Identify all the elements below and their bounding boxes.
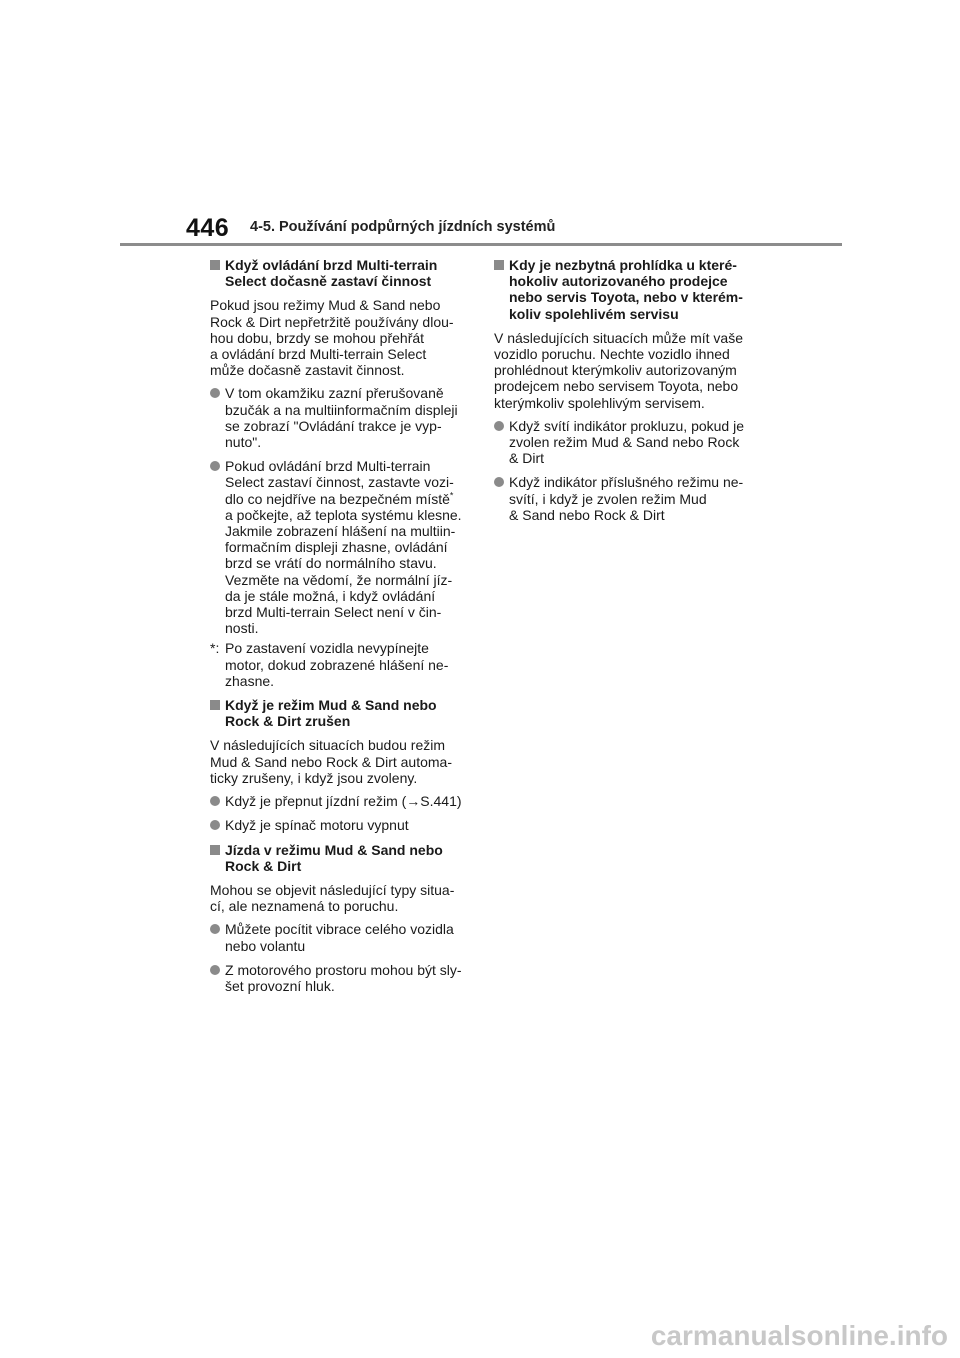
heading-line: koliv spolehlivém servisu	[509, 305, 679, 322]
footnote-mark: *:	[210, 640, 220, 657]
text-line: nebo volantu	[225, 937, 306, 954]
text-line: Pokud ovládání brzd Multi-terrain	[225, 458, 431, 475]
text-line: brzd Multi-terrain Select není v čin-	[225, 604, 442, 621]
circle-bullet-icon	[210, 965, 220, 975]
text-line: ticky zrušeny, i když jsou zvoleny.	[210, 769, 418, 786]
text-line: zhasne.	[225, 672, 275, 689]
bullet-item	[494, 474, 756, 523]
text-line: nuto".	[225, 434, 262, 451]
bullet-item	[210, 385, 472, 450]
paragraph	[210, 737, 472, 786]
text-line: Jakmile zobrazení hlášení na multiin-	[225, 523, 456, 540]
text-line: formačním displeji zhasne, ovládání	[225, 539, 448, 556]
text-line: V následujících situacích může mít vaše	[494, 329, 743, 346]
text-line: šet provozní hluk.	[225, 977, 335, 994]
text-line: Select zastaví činnost, zastavte vozi-	[225, 474, 454, 491]
page-reference-link[interactable]: S.441)	[420, 793, 462, 810]
text-line: prodejcem nebo servisem Toyota, nebo	[494, 378, 739, 395]
paragraph	[210, 297, 472, 378]
watermark: carmanualsonline.info	[650, 1320, 948, 1351]
text-fragment: Když je přepnut jízdní režim (	[225, 793, 407, 810]
text-line: Z motorového prostoru mohou být sly-	[225, 961, 462, 978]
text-line: nosti.	[225, 620, 259, 637]
section-heading-mode-cancelled	[210, 697, 472, 729]
left-column	[210, 257, 472, 1002]
square-bullet-icon	[210, 700, 220, 710]
text-line: Můžete pocítit vibrace celého vozidla	[225, 921, 454, 938]
heading-line: Select dočasně zastaví činnost	[225, 273, 432, 290]
heading-line: hokoliv autorizovaného prodejce	[509, 273, 728, 290]
paragraph	[494, 330, 756, 411]
bullet-item	[210, 962, 472, 994]
bullet-item	[494, 418, 756, 467]
paragraph	[210, 882, 472, 914]
text-line: cí, ale neznamená to poruchu.	[210, 898, 399, 915]
chapter-title: 4-5. Používání podpůrných jízdních systémů	[250, 219, 556, 235]
bullet-item	[210, 458, 472, 636]
circle-bullet-icon	[210, 820, 220, 830]
text-line: & Sand nebo Rock & Dirt	[509, 506, 665, 523]
text-line: prohlédnout kterýmkoliv autorizovaným	[494, 362, 737, 379]
circle-bullet-icon	[210, 796, 220, 806]
text-line: Když je spínač motoru vypnut	[225, 817, 409, 834]
bullet-item	[210, 793, 472, 809]
text-line: Rock & Dirt nepřetržitě používány dlou-	[210, 313, 454, 330]
text-line: Po zastavení vozidla nevypínejte	[225, 640, 429, 657]
text-line: V následujících situacích budou režim	[210, 737, 446, 754]
text-line: kterýmkoliv spolehlivým servisem.	[494, 394, 705, 411]
text-line: Pokud jsou režimy Mud & Sand nebo	[210, 297, 441, 314]
circle-bullet-icon	[210, 388, 220, 398]
heading-line: Rock & Dirt	[225, 857, 302, 874]
square-bullet-icon	[210, 845, 220, 855]
text-line: da je stále možná, i když ovládání	[225, 587, 436, 604]
square-bullet-icon	[494, 260, 504, 270]
heading-line: Kdy je nezbytná prohlídka u které-	[509, 257, 737, 273]
circle-bullet-icon	[494, 421, 504, 431]
heading-line: Když ovládání brzd Multi-terrain	[225, 257, 438, 273]
text-line: svítí, i když je zvolen režim Mud	[509, 490, 707, 507]
section-heading-inspection-needed	[494, 257, 756, 322]
circle-bullet-icon	[210, 924, 220, 934]
footnote-marker: *	[449, 489, 454, 500]
heading-line: Rock & Dirt zrušen	[225, 713, 351, 730]
section-heading-brake-stop	[210, 257, 472, 289]
text-line: Když indikátor příslušného režimu ne-	[509, 474, 744, 491]
text-fragment: dlo co nejdříve na bezpečném místě	[225, 490, 450, 507]
text-line: motor, dokud zobrazené hlášení ne-	[225, 656, 449, 673]
section-heading-driving-mode	[210, 842, 472, 874]
text-line: brzd se vrátí do normálního stavu.	[225, 555, 437, 572]
bullet-item	[210, 817, 472, 833]
text-line	[225, 793, 472, 809]
page-ref-arrow-icon: →	[406, 793, 421, 810]
heading-line: nebo servis Toyota, nebo v kterém-	[509, 289, 743, 306]
text-line: V tom okamžiku zazní přerušovaně	[225, 385, 444, 402]
text-line: Když svítí indikátor prokluzu, pokud je	[509, 417, 745, 434]
header-rule	[120, 243, 842, 246]
heading-line: Jízda v režimu Mud & Sand nebo	[225, 841, 443, 858]
circle-bullet-icon	[494, 477, 504, 487]
bullet-item	[210, 921, 472, 953]
text-line: vozidlo poruchu. Nechte vozidlo ihned	[494, 346, 730, 363]
text-line	[225, 491, 472, 507]
heading-line: Když je režim Mud & Sand nebo	[225, 697, 437, 714]
square-bullet-icon	[210, 260, 220, 270]
text-line: bzučák a na multiinformačním displeji	[225, 401, 458, 418]
right-column	[494, 257, 756, 531]
text-line: Mud & Sand nebo Rock & Dirt automa-	[210, 753, 453, 770]
text-line: Mohou se objevit následující typy situa-	[210, 881, 455, 898]
text-line: hou dobu, brzdy se mohou přehřát	[210, 329, 425, 346]
circle-bullet-icon	[210, 461, 220, 471]
text-line: Vezměte na vědomí, že normální jíz-	[225, 571, 453, 588]
page-number: 446	[186, 214, 230, 242]
text-line: a počkejte, až teplota systému klesne.	[225, 506, 462, 523]
footnote	[210, 640, 472, 689]
text-line: zvolen režim Mud & Sand nebo Rock	[509, 434, 740, 451]
text-line: může dočasně zastavit činnost.	[210, 362, 405, 379]
text-line: a ovládání brzd Multi-terrain Select	[210, 346, 427, 363]
text-line: & Dirt	[509, 450, 544, 467]
text-line: se zobrazí "Ovládání trakce je vyp-	[225, 417, 442, 434]
